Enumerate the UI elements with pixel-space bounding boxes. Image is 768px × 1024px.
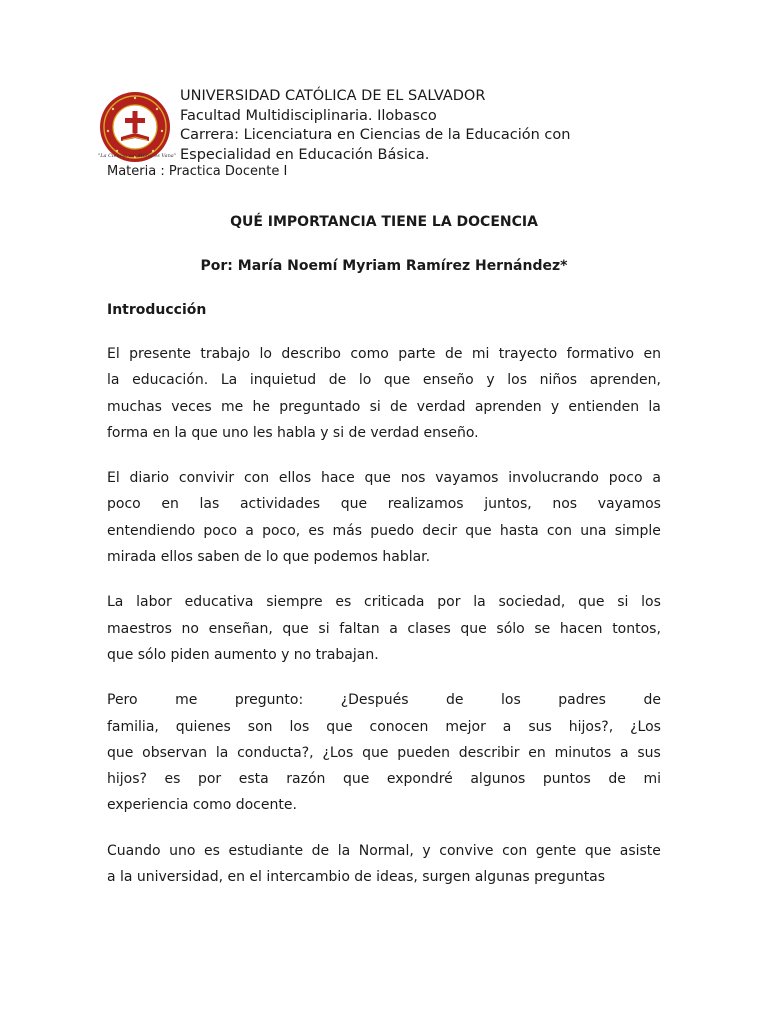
word: poco bbox=[203, 522, 238, 539]
word: en bbox=[528, 744, 546, 761]
word: hijos? bbox=[107, 771, 147, 788]
word: en bbox=[161, 496, 179, 513]
word: que bbox=[584, 842, 612, 859]
word: formativo bbox=[566, 346, 635, 362]
section-heading: Introducción bbox=[107, 302, 207, 318]
paragraph-line bbox=[107, 394, 661, 420]
word: que bbox=[191, 424, 218, 441]
paragraph-line bbox=[107, 766, 661, 792]
word: por bbox=[197, 771, 222, 788]
word: de bbox=[311, 842, 330, 859]
word: los bbox=[641, 594, 661, 611]
word: y bbox=[486, 372, 495, 389]
word: la bbox=[215, 744, 229, 761]
word: a bbox=[652, 470, 661, 487]
word: que bbox=[340, 496, 368, 513]
paragraph-line bbox=[107, 544, 661, 570]
word: algunas bbox=[474, 869, 530, 886]
word: labor bbox=[136, 594, 172, 611]
word: trayecto bbox=[498, 346, 558, 362]
word: a bbox=[502, 718, 512, 735]
document-body bbox=[107, 341, 661, 909]
word: siempre bbox=[266, 594, 323, 611]
word: parte bbox=[398, 346, 436, 362]
word: razón bbox=[286, 771, 326, 788]
word: la bbox=[107, 372, 120, 389]
word: aprenden, bbox=[589, 372, 661, 389]
word: mi bbox=[471, 346, 490, 362]
word: surgen bbox=[422, 869, 471, 886]
word: los bbox=[507, 372, 527, 389]
word: he bbox=[252, 398, 270, 415]
word: niños bbox=[539, 372, 578, 389]
word: quienes bbox=[175, 718, 231, 735]
word: me bbox=[175, 692, 198, 709]
word: poco bbox=[107, 496, 141, 513]
word: mirada bbox=[107, 549, 157, 566]
word: las bbox=[199, 496, 220, 513]
word: por bbox=[437, 594, 461, 611]
document-header bbox=[180, 87, 750, 165]
word: forma bbox=[107, 424, 149, 441]
word: presente bbox=[129, 346, 191, 362]
word: pueden bbox=[397, 744, 450, 761]
word: piden bbox=[170, 646, 210, 663]
word: hijos?, bbox=[568, 718, 614, 735]
paragraph-line bbox=[107, 864, 661, 890]
word: enseño. bbox=[423, 424, 479, 441]
word: que bbox=[107, 646, 134, 663]
word: entienden bbox=[568, 398, 640, 415]
word: esta bbox=[238, 771, 269, 788]
word: que bbox=[282, 620, 309, 637]
word: vayamos bbox=[435, 470, 499, 487]
word: de bbox=[390, 398, 408, 415]
word: padres bbox=[558, 692, 606, 709]
word: la bbox=[174, 424, 187, 441]
word: decir bbox=[422, 522, 458, 539]
author-line: Por: María Noemí Myriam Ramírez Hernández* bbox=[200, 258, 568, 274]
word: que bbox=[364, 470, 391, 487]
word: sólo bbox=[496, 620, 525, 637]
word: a bbox=[245, 522, 254, 539]
word: conocen bbox=[369, 718, 429, 735]
word: nos bbox=[400, 470, 426, 487]
word: lo bbox=[259, 346, 272, 362]
paragraph-line bbox=[107, 341, 661, 367]
paragraph-line bbox=[107, 642, 661, 668]
word: ¿Los bbox=[630, 718, 661, 735]
word: ¿Los bbox=[322, 744, 354, 761]
paragraph-line bbox=[107, 589, 661, 615]
word: que bbox=[578, 594, 605, 611]
word: familia, bbox=[107, 718, 159, 735]
word: con bbox=[243, 470, 270, 487]
word: uno bbox=[169, 842, 196, 859]
word: docente. bbox=[235, 797, 297, 814]
word: Cuando bbox=[107, 842, 161, 859]
word: mejor bbox=[445, 718, 486, 735]
word: La bbox=[220, 372, 238, 389]
word: y bbox=[320, 424, 329, 441]
word: de bbox=[608, 771, 626, 788]
subject-line: Materia : Practica Docente I bbox=[107, 164, 288, 179]
word: tontos, bbox=[612, 620, 661, 637]
word: convive bbox=[439, 842, 494, 859]
paragraph-line bbox=[107, 465, 661, 491]
word: veces bbox=[171, 398, 212, 415]
word: a bbox=[619, 744, 629, 761]
paragraph-line bbox=[107, 616, 661, 642]
specialty-line: Especialidad en Educación Básica. bbox=[180, 146, 430, 163]
word: preguntas bbox=[534, 869, 606, 886]
word: maestros bbox=[107, 620, 172, 637]
word: es bbox=[308, 522, 325, 539]
word: convivir bbox=[178, 470, 235, 487]
word: ellos bbox=[278, 470, 312, 487]
word: educación. bbox=[132, 372, 209, 389]
word: observan bbox=[142, 744, 208, 761]
word: con bbox=[546, 522, 572, 539]
word: hacen bbox=[559, 620, 603, 637]
word: es bbox=[335, 594, 352, 611]
word: en bbox=[643, 346, 661, 362]
paragraph-line bbox=[107, 518, 661, 544]
word: el bbox=[249, 869, 262, 886]
university-name: UNIVERSIDAD CATÓLICA DE EL SALVADOR bbox=[180, 88, 486, 104]
word: la bbox=[119, 869, 133, 886]
word: expondré bbox=[386, 771, 453, 788]
word: en bbox=[152, 424, 171, 441]
word: trabajo bbox=[200, 346, 251, 362]
word: algunos bbox=[470, 771, 526, 788]
paragraph bbox=[107, 838, 661, 891]
word: ¿Después bbox=[340, 692, 409, 709]
word: lo bbox=[358, 372, 372, 389]
word: los bbox=[501, 692, 521, 709]
word: la bbox=[473, 594, 486, 611]
word: educativa bbox=[184, 594, 254, 611]
word: hace bbox=[320, 470, 355, 487]
word: experiencia bbox=[107, 797, 189, 814]
word: juntos, bbox=[484, 496, 532, 513]
word: poco bbox=[608, 470, 643, 487]
word: de bbox=[354, 869, 372, 886]
word: que bbox=[282, 549, 310, 566]
word: mi bbox=[643, 771, 661, 788]
word: gente bbox=[535, 842, 577, 859]
word: como bbox=[350, 346, 389, 362]
word: verdad bbox=[416, 398, 466, 415]
word: se bbox=[534, 620, 551, 637]
word: entendiendo bbox=[107, 522, 196, 539]
paragraph bbox=[107, 589, 661, 668]
word: que bbox=[383, 372, 411, 389]
word: hablar. bbox=[382, 549, 431, 566]
word: La bbox=[107, 594, 124, 611]
word: faltan bbox=[339, 620, 380, 637]
word: uno bbox=[222, 424, 249, 441]
word: aumento bbox=[214, 646, 277, 663]
word: saben bbox=[197, 549, 240, 566]
document-title: QUÉ IMPORTANCIA TIENE LA DOCENCIA bbox=[230, 214, 538, 230]
word: diario bbox=[129, 470, 170, 487]
word: si bbox=[318, 620, 330, 637]
word: preguntado bbox=[279, 398, 361, 415]
word: que bbox=[107, 744, 134, 761]
word: sus bbox=[528, 718, 552, 735]
career-line: Carrera: Licenciatura en Ciencias de la Educación con bbox=[180, 127, 571, 143]
word: describir bbox=[458, 744, 520, 761]
word: vayamos bbox=[597, 496, 661, 513]
word: aprenden bbox=[474, 398, 542, 415]
word: que bbox=[342, 771, 370, 788]
word: estudiante bbox=[228, 842, 304, 859]
word: con bbox=[502, 842, 528, 859]
word: una bbox=[580, 522, 607, 539]
word: ideas, bbox=[376, 869, 418, 886]
word: enseñan, bbox=[208, 620, 273, 637]
word: más bbox=[332, 522, 363, 539]
word: y bbox=[281, 646, 290, 663]
word: puedo bbox=[370, 522, 415, 539]
word: puntos bbox=[542, 771, 591, 788]
word: que bbox=[362, 744, 389, 761]
word: de bbox=[244, 549, 262, 566]
word: asiste bbox=[619, 842, 661, 859]
word: describo bbox=[281, 346, 341, 362]
word: si bbox=[369, 398, 381, 415]
word: la bbox=[648, 398, 661, 415]
word: inquietud bbox=[249, 372, 317, 389]
word: me bbox=[220, 398, 244, 415]
word: en bbox=[227, 869, 246, 886]
word: de bbox=[348, 424, 366, 441]
word: es bbox=[164, 771, 181, 788]
word: y bbox=[422, 842, 431, 859]
word: poco, bbox=[262, 522, 301, 539]
word: que bbox=[326, 718, 353, 735]
faculty-line: Facultad Multidisciplinaria. Ilobasco bbox=[180, 107, 437, 124]
word: conducta?, bbox=[237, 744, 314, 761]
word: es bbox=[204, 842, 220, 859]
word: de bbox=[643, 692, 661, 709]
word: minutos bbox=[554, 744, 612, 761]
word: El bbox=[107, 470, 120, 487]
word: si bbox=[617, 594, 629, 611]
paragraph-line bbox=[107, 792, 661, 818]
word: habla bbox=[277, 424, 316, 441]
paragraph bbox=[107, 687, 661, 818]
word: muchas bbox=[107, 398, 162, 415]
paragraph-line bbox=[107, 491, 661, 517]
paragraph-line bbox=[107, 367, 661, 393]
word: hasta bbox=[499, 522, 539, 539]
word: ellos bbox=[160, 549, 193, 566]
word: no bbox=[181, 620, 199, 637]
seal-motto: "La Ciencia sin Moral es Vana" bbox=[97, 153, 177, 159]
paragraph-line bbox=[107, 687, 661, 713]
word: pregunto: bbox=[234, 692, 304, 709]
word: que bbox=[460, 620, 487, 637]
word: Normal, bbox=[358, 842, 414, 859]
word: criticada bbox=[364, 594, 425, 611]
word: simple bbox=[614, 522, 661, 539]
paragraph bbox=[107, 465, 661, 570]
word: Pero bbox=[107, 692, 138, 709]
word: lo bbox=[265, 549, 279, 566]
word: universidad, bbox=[136, 869, 224, 886]
word: sólo bbox=[137, 646, 167, 663]
paragraph bbox=[107, 341, 661, 446]
word: El bbox=[107, 346, 120, 362]
word: de bbox=[328, 372, 347, 389]
word: realizamos bbox=[387, 496, 464, 513]
word: intercambio bbox=[266, 869, 350, 886]
paragraph-line bbox=[107, 838, 661, 864]
paragraph-line bbox=[107, 740, 661, 766]
word: la bbox=[337, 842, 351, 859]
word: les bbox=[252, 424, 273, 441]
word: trabajan. bbox=[315, 646, 379, 663]
word: que bbox=[465, 522, 492, 539]
word: a bbox=[389, 620, 398, 637]
word: involucrando bbox=[508, 470, 599, 487]
word: clases bbox=[407, 620, 451, 637]
word: son bbox=[247, 718, 273, 735]
word: de bbox=[446, 692, 464, 709]
word: nos bbox=[552, 496, 578, 513]
word: y bbox=[550, 398, 560, 415]
word: enseño bbox=[422, 372, 474, 389]
word: sus bbox=[637, 744, 661, 761]
word: verdad bbox=[370, 424, 420, 441]
word: si bbox=[332, 424, 345, 441]
paragraph-line bbox=[107, 714, 661, 740]
word: no bbox=[293, 646, 312, 663]
word: sociedad, bbox=[498, 594, 566, 611]
word: los bbox=[289, 718, 310, 735]
word: como bbox=[192, 797, 232, 814]
word: de bbox=[444, 346, 463, 362]
word: a bbox=[107, 869, 116, 886]
word: podemos bbox=[313, 549, 378, 566]
paragraph-line bbox=[107, 420, 661, 446]
word: actividades bbox=[239, 496, 321, 513]
